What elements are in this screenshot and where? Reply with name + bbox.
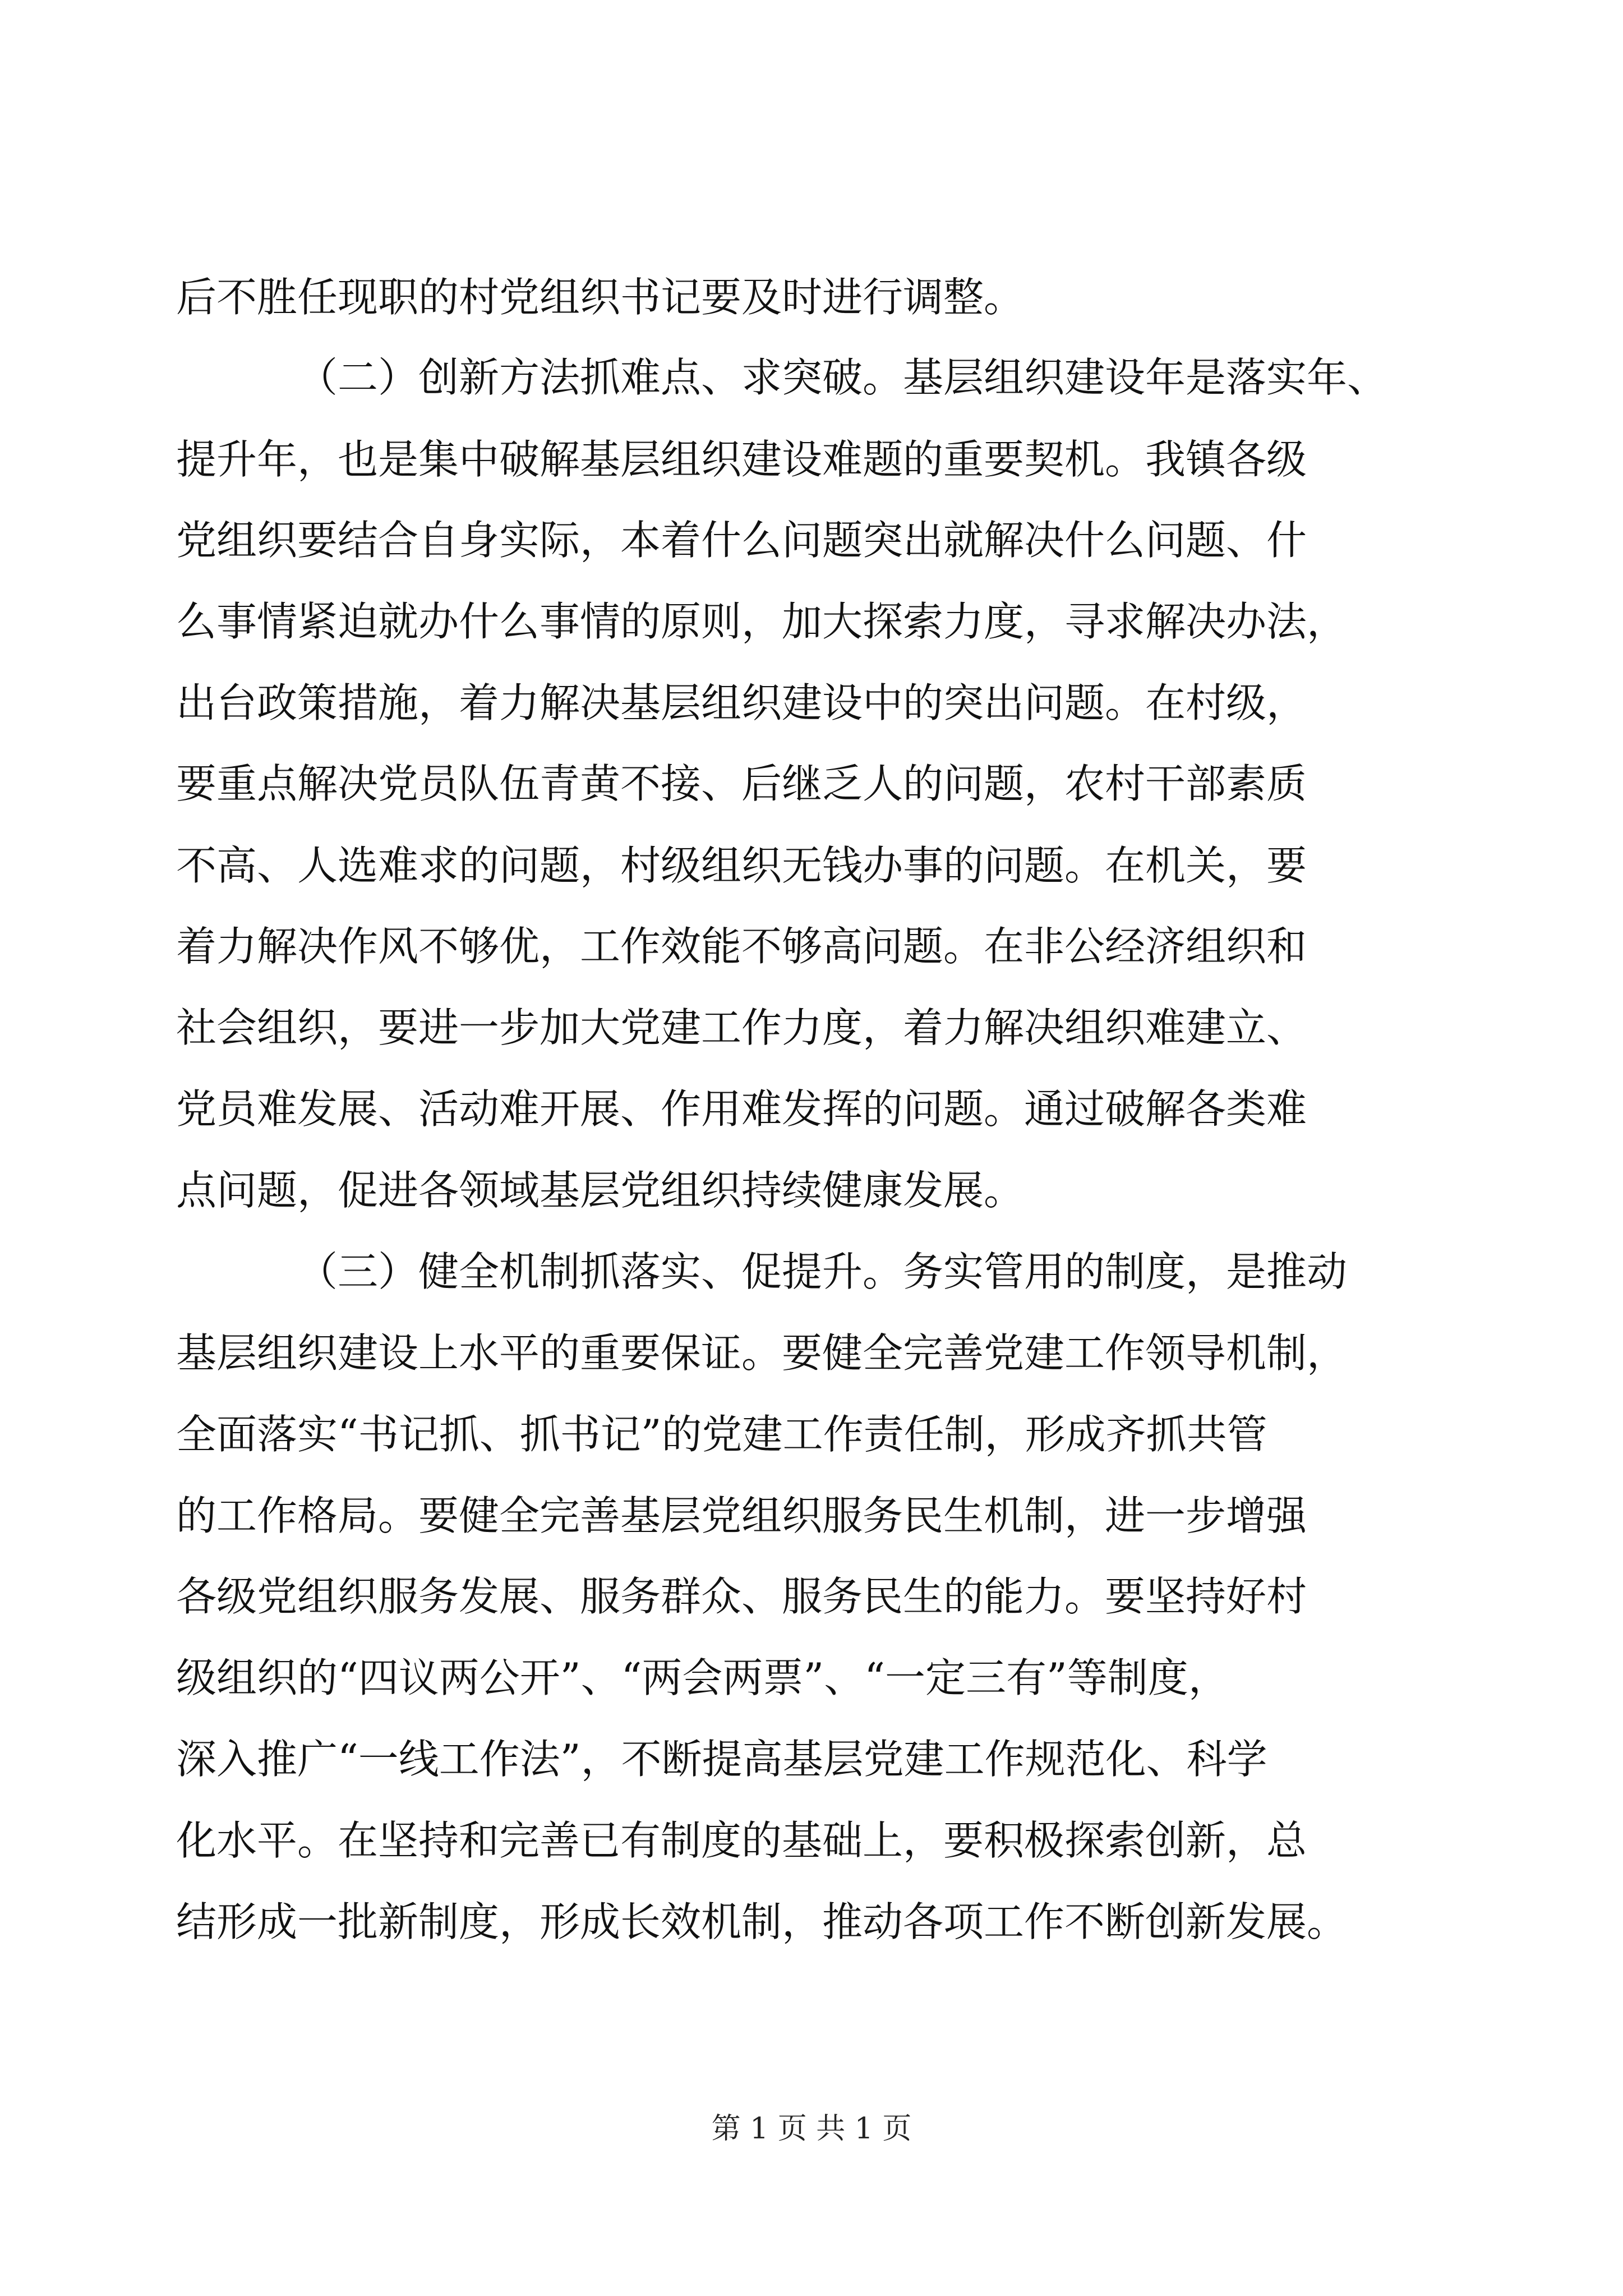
text-line: 化水平。在坚持和完善已有制度的基础上，要积极探索创新，总 <box>176 1817 1307 1864</box>
text-line: 全面落实“书记抓、抓书记”的党建工作责任制，形成齐抓共管 <box>176 1411 1267 1458</box>
text-line: 点问题，促进各领域基层党组织持续健康发展。 <box>176 1167 1025 1214</box>
text-line: 社会组织，要进一步加大党建工作力度，着力解决组织难建立、 <box>176 1004 1307 1051</box>
text-line: 级组织的“四议两公开”、“两会两票”、“一定三有”等制度， <box>176 1654 1229 1701</box>
text-line: 提升年，也是集中破解基层组织建设难题的重要契机。我镇各级 <box>176 436 1307 483</box>
text-line: 后不胜任现职的村党组织书记要及时进行调整。 <box>176 274 1025 321</box>
text-line: 么事情紧迫就办什么事情的原则，加大探索力度，寻求解决办法， <box>176 598 1348 645</box>
text-line: 基层组织建设上水平的重要保证。要健全完善党建工作领导机制， <box>176 1329 1348 1377</box>
text-line: 要重点解决党员队伍青黄不接、后继乏人的问题，农村干部素质 <box>176 760 1307 807</box>
text-line: （三）健全机制抓落实、促提升。务实管用的制度，是推动 <box>297 1248 1348 1295</box>
text-line: 党员难发展、活动难开展、作用难发挥的问题。通过破解各类难 <box>176 1085 1307 1133</box>
text-line: 不高、人选难求的问题，村级组织无钱办事的问题。在机关，要 <box>176 842 1307 889</box>
text-line: 着力解决作风不够优，工作效能不够高问题。在非公经济组织和 <box>176 923 1307 970</box>
text-line: 出台政策措施，着力解决基层组织建设中的突出问题。在村级， <box>176 679 1307 726</box>
text-line: 深入推广“一线工作法”，不断提高基层党建工作规范化、科学 <box>176 1736 1267 1783</box>
text-line: 党组织要结合自身实际，本着什么问题突出就解决什么问题、什 <box>176 517 1307 564</box>
text-line: 各级党组织服务发展、服务群众、服务民生的能力。要坚持好村 <box>176 1573 1307 1620</box>
text-line: （二）创新方法抓难点、求突破。基层组织建设年是落实年、 <box>297 354 1388 401</box>
text-line: 的工作格局。要健全完善基层党组织服务民生机制，进一步增强 <box>176 1492 1307 1539</box>
page-footer: 第 1 页 共 1 页 <box>711 2112 912 2146</box>
text-line: 结形成一批新制度，形成长效机制，推动各项工作不断创新发展。 <box>176 1898 1348 1945</box>
